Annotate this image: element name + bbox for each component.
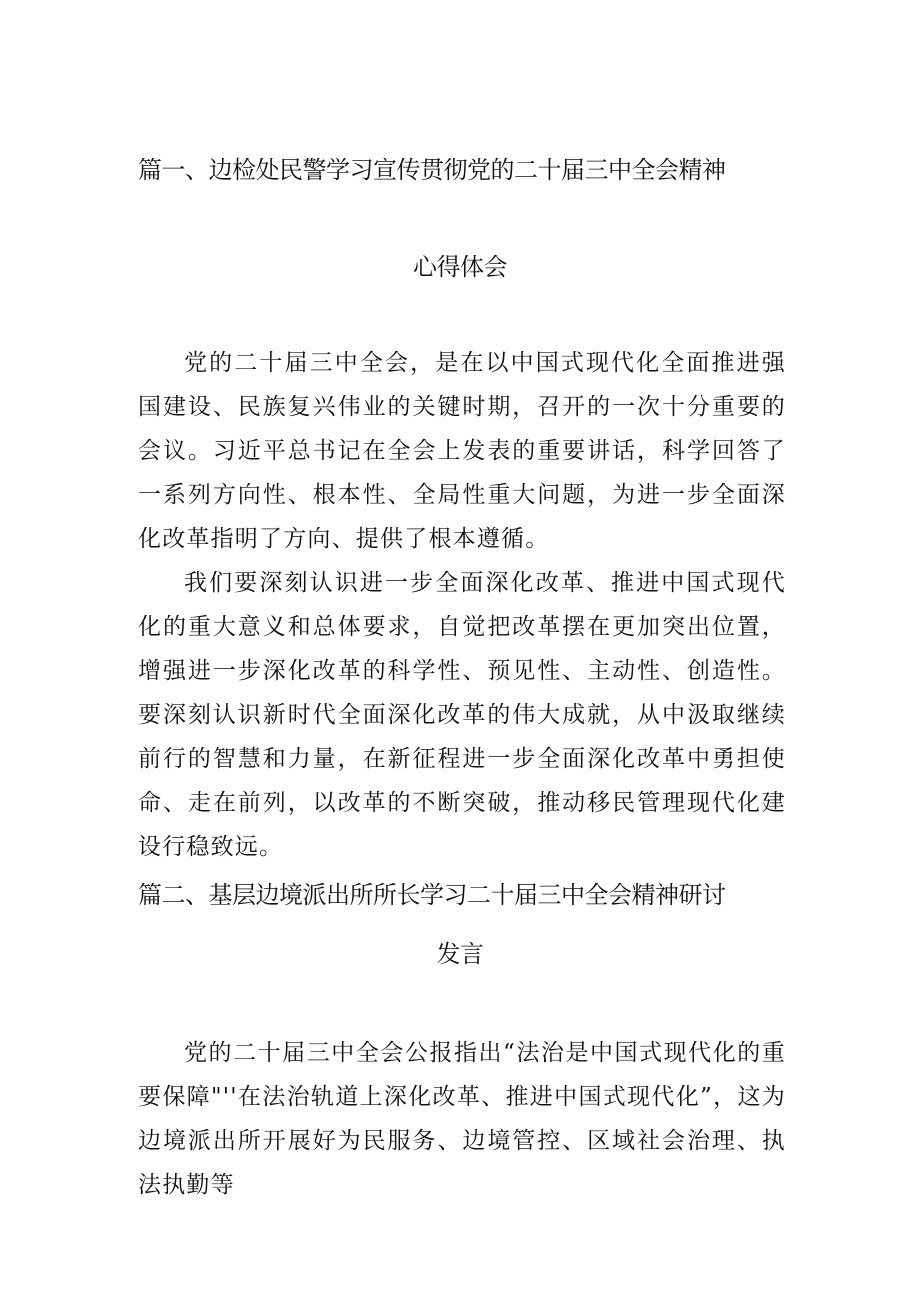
section-2-title-line2: 发言 — [436, 940, 484, 968]
section-2-title-line1: 篇二、基层边境派出所所长学习二十届三中全会精神研讨 — [138, 881, 726, 909]
section-2-paragraph-1: 党的二十届三中全会公报指出“法治是中国式现代化的重要保障"''在法治轨道上深化改革、推进中国式现代化”，这为边境派出所开展好为民服务、边境管控、区域社会治理、执法执勤等 — [138, 1040, 786, 1198]
section-1-paragraph-2: 我们要深刻认识进一步全面深化改革、推进中国式现代化的重大意义和总体要求，自觉把改革摆在更加突出位置，增强进一步深化改革的科学性、预见性、主动性、创造性。要深刻认识新时代全面深化改革的伟大成就，从中汲取继续前行的智慧和力量，在新征程进一步全面深化改革中勇担使命、走在前列，以改革的不断突破，推动移民管理现代化建设行稳致远。 — [138, 570, 786, 860]
section-1-title-line1: 篇一、边检处民警学习宣传贯彻党的二十届三中全会精神 — [138, 156, 726, 184]
section-1-title-line2: 心得体会 — [413, 253, 507, 281]
section-1-paragraph-1: 党的二十届三中全会，是在以中国式现代化全面推进强国建设、民族复兴伟业的关键时期，召开的一次十分重要的会议。习近平总书记在全会上发表的重要讲话，科学回答了一系列方向性、根本性、全局性重大问题，为进一步全面深化改革指明了方向、提供了根本遵循。 — [138, 350, 786, 552]
